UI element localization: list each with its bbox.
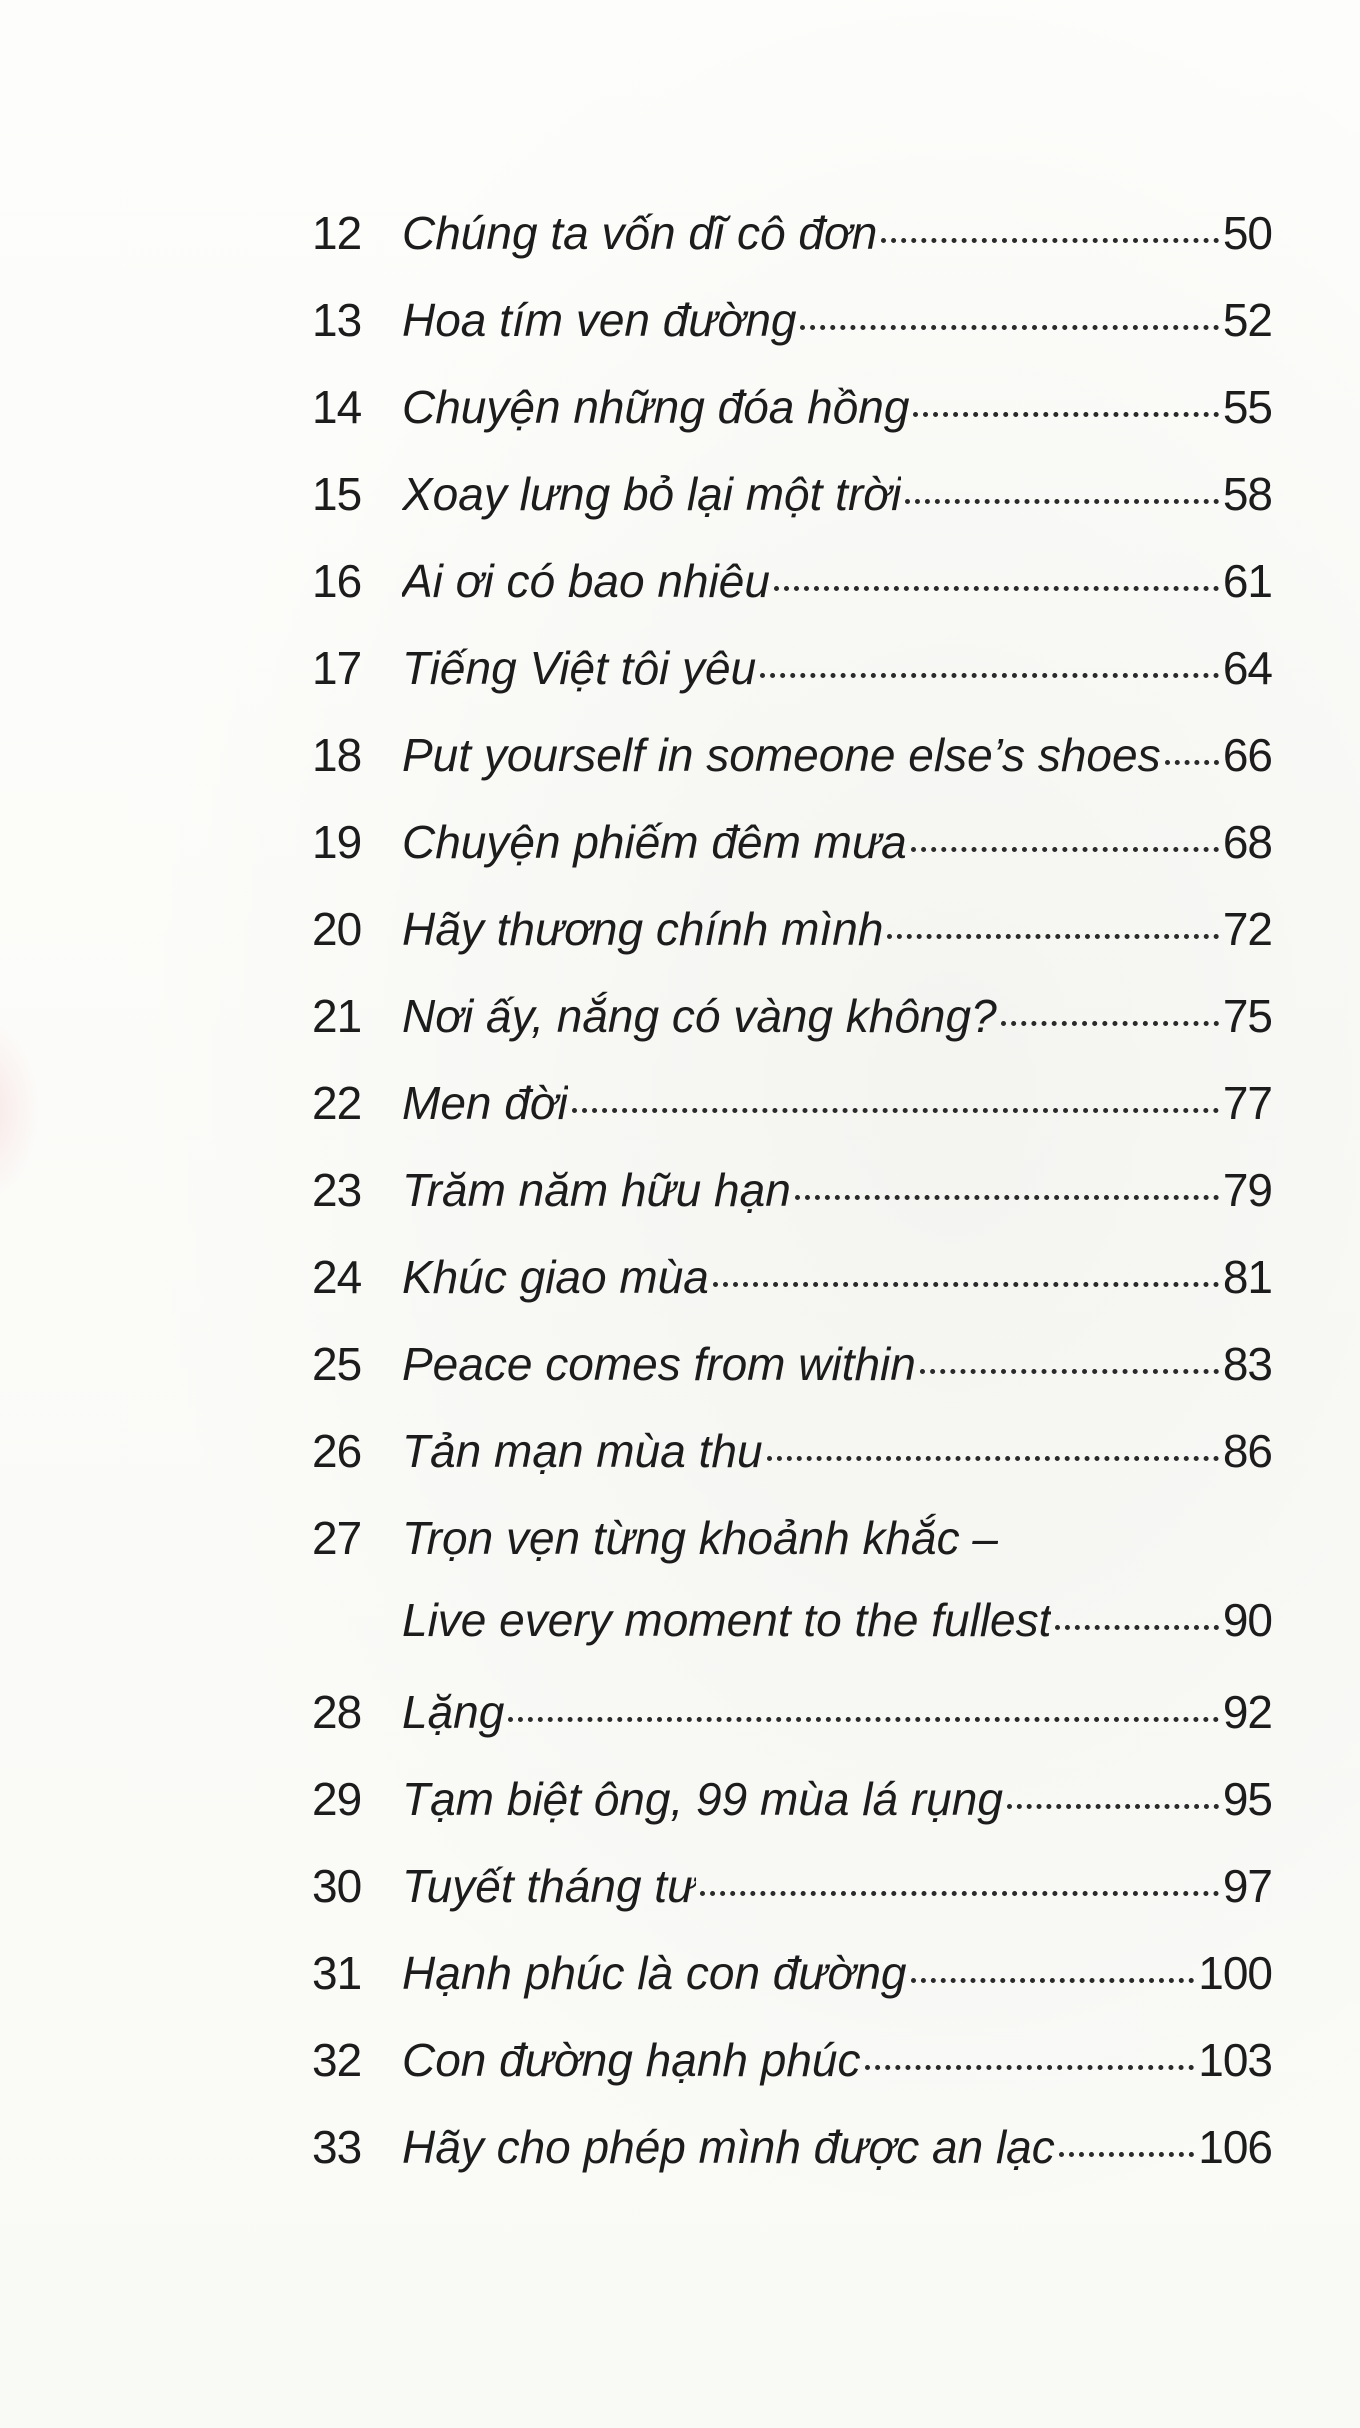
dot-leader	[1055, 1625, 1218, 1630]
toc-entry	[312, 813, 1272, 871]
dot-leader	[795, 1195, 1219, 1200]
entry-number: 29	[312, 1773, 362, 1825]
toc-entry	[312, 1161, 1272, 1219]
toc-entry	[312, 1770, 1272, 1828]
entry-title: Ai ơi có bao nhiêu	[402, 555, 770, 607]
entry-page: 52	[1222, 294, 1272, 346]
entry-page: 103	[1198, 2034, 1272, 2086]
entry-title: Peace comes from within	[402, 1338, 916, 1390]
entry-page: 55	[1222, 381, 1272, 433]
entry-title: Chuyện phiếm đêm mưa	[402, 816, 907, 868]
entry-number: 25	[312, 1338, 362, 1390]
toc-entry	[312, 900, 1272, 958]
entry-title: Tạm biệt ông, 99 mùa lá rụng	[402, 1773, 1003, 1825]
dot-leader	[881, 238, 1218, 243]
toc-entry	[312, 726, 1272, 784]
entry-number: 13	[312, 294, 362, 346]
dot-leader	[1059, 2152, 1194, 2157]
toc-entry	[312, 1335, 1272, 1393]
toc-entry	[312, 1422, 1272, 1480]
entry-page: 58	[1222, 468, 1272, 520]
dot-leader	[1165, 760, 1219, 765]
entry-number: 21	[312, 990, 362, 1042]
dot-leader	[913, 412, 1218, 417]
toc-entry	[312, 2031, 1272, 2089]
entry-title: Men đời	[402, 1077, 568, 1129]
toc-entry	[312, 204, 1272, 262]
entry-page: 50	[1222, 207, 1272, 259]
entry-title: Hãy thương chính mình	[402, 903, 884, 955]
dot-leader	[911, 847, 1219, 852]
entry-title: Trọn vẹn từng khoảnh khắc –	[402, 1512, 999, 1564]
entry-page: 90	[1222, 1594, 1272, 1646]
entry-page: 61	[1222, 555, 1272, 607]
toc-entry	[312, 1944, 1272, 2002]
entry-number: 14	[312, 381, 362, 433]
entry-number: 18	[312, 729, 362, 781]
entry-title: Chúng ta vốn dĩ cô đơn	[402, 207, 878, 259]
dot-leader	[865, 2065, 1195, 2070]
dot-leader	[1007, 1804, 1219, 1809]
entry-title-continued: Live every moment to the fullest	[402, 1594, 1052, 1646]
entry-page: 86	[1222, 1425, 1272, 1477]
entry-page: 79	[1222, 1164, 1272, 1216]
entry-number: 30	[312, 1860, 362, 1912]
entry-title: Tản mạn mùa thu	[402, 1425, 763, 1477]
entry-page: 75	[1222, 990, 1272, 1042]
dot-leader	[572, 1108, 1219, 1113]
toc-entry	[312, 291, 1272, 349]
toc-entry	[312, 1857, 1272, 1915]
entry-page: 66	[1222, 729, 1272, 781]
dot-leader	[905, 499, 1219, 504]
entry-title: Tiếng Việt tôi yêu	[402, 642, 757, 694]
dot-leader	[713, 1282, 1219, 1287]
entry-number: 26	[312, 1425, 362, 1477]
entry-title: Trăm năm hữu hạn	[402, 1164, 791, 1216]
entry-title: Chuyện những đóa hồng	[402, 381, 910, 433]
entry-page: 81	[1222, 1251, 1272, 1303]
dot-leader	[774, 586, 1219, 591]
entry-title: Lặng	[402, 1686, 505, 1738]
toc-entry	[312, 465, 1272, 523]
dot-leader	[508, 1717, 1218, 1722]
entry-title: Xoay lưng bỏ lại một trời	[402, 468, 902, 520]
entry-number: 28	[312, 1686, 362, 1738]
toc-entry	[312, 639, 1272, 697]
dot-leader	[911, 1978, 1195, 1983]
toc-entry	[312, 378, 1272, 436]
entry-number: 32	[312, 2034, 362, 2086]
entry-title: Hoa tím ven đường	[402, 294, 797, 346]
toc-entry	[312, 1683, 1272, 1741]
dot-leader	[800, 325, 1218, 330]
toc-entry	[312, 987, 1272, 1045]
dot-leader	[1001, 1021, 1219, 1026]
entry-page: 77	[1222, 1077, 1272, 1129]
entry-title: Hạnh phúc là con đường	[402, 1947, 907, 1999]
dot-leader	[700, 1891, 1219, 1896]
entry-page: 106	[1198, 2121, 1272, 2173]
dot-leader	[920, 1369, 1219, 1374]
entry-number: 22	[312, 1077, 362, 1129]
entry-title: Khúc giao mùa	[402, 1251, 709, 1303]
entry-page: 64	[1222, 642, 1272, 694]
entry-number: 12	[312, 207, 362, 259]
entry-page: 68	[1222, 816, 1272, 868]
entry-number: 20	[312, 903, 362, 955]
toc-entry-two-line	[312, 1509, 1272, 1649]
entry-number: 31	[312, 1947, 362, 1999]
toc-entry	[312, 1248, 1272, 1306]
entry-title: Put yourself in someone else’s shoes	[402, 729, 1161, 781]
entry-number: 27	[312, 1512, 362, 1564]
entry-number: 16	[312, 555, 362, 607]
entry-page: 92	[1222, 1686, 1272, 1738]
entry-number: 15	[312, 468, 362, 520]
entry-page: 95	[1222, 1773, 1272, 1825]
toc-entry	[312, 1074, 1272, 1132]
dot-leader	[767, 1456, 1219, 1461]
entry-page: 100	[1198, 1947, 1272, 1999]
page-edge-mark	[0, 1020, 40, 1200]
entry-number: 24	[312, 1251, 362, 1303]
entry-number: 23	[312, 1164, 362, 1216]
entry-title: Hãy cho phép mình được an lạc	[402, 2121, 1055, 2173]
entry-page: 97	[1222, 1860, 1272, 1912]
entry-page: 72	[1222, 903, 1272, 955]
entry-title: Tuyết tháng tư	[402, 1860, 697, 1912]
toc-entry	[312, 2118, 1272, 2176]
entry-page: 83	[1222, 1338, 1272, 1390]
entry-title: Nơi ấy, nắng có vàng không?	[402, 990, 997, 1042]
dot-leader	[887, 934, 1218, 939]
entry-number: 17	[312, 642, 362, 694]
entry-number: 33	[312, 2121, 362, 2173]
dot-leader	[760, 673, 1219, 678]
entry-number: 19	[312, 816, 362, 868]
entry-title: Con đường hạnh phúc	[402, 2034, 861, 2086]
toc-entry	[312, 552, 1272, 610]
